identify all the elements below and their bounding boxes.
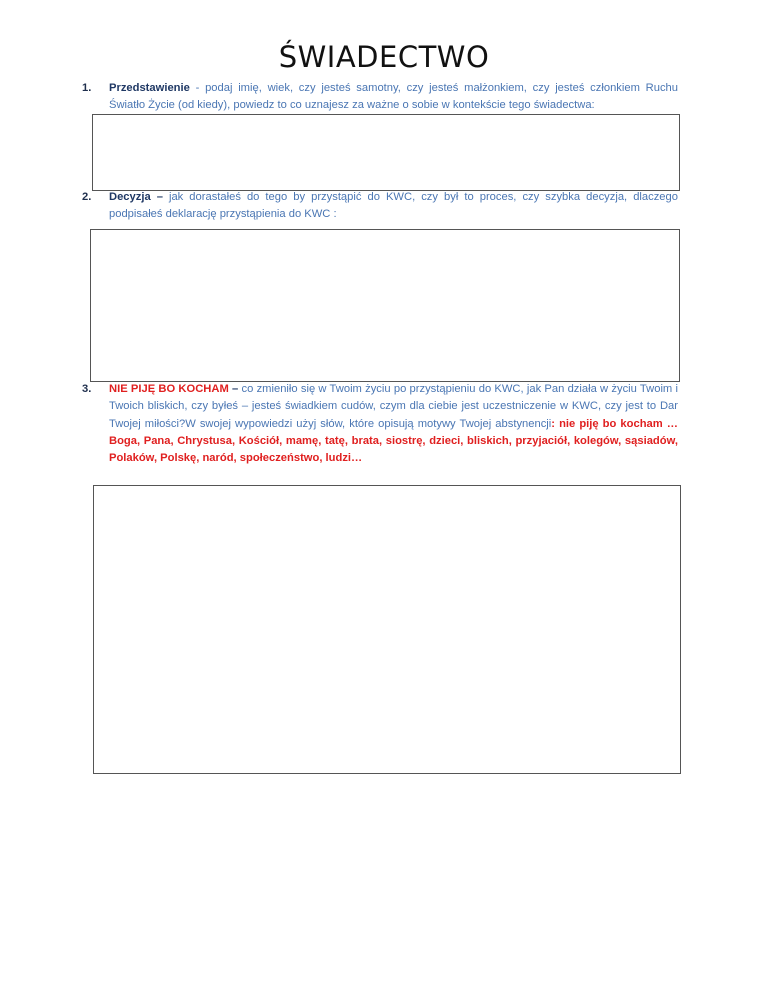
section-body: jak dorastałeś do tego by przystąpić do KWC, czy był to proces, czy szybka decyzja, dlaczego podpisałeś deklarację przystąpienia do KWC : [109, 191, 678, 221]
section-separator: - [189, 82, 206, 94]
document-title: ŚWIADECTWO [278, 40, 490, 74]
section-body: co zmieniło się w Twoim życiu po przystąpieniu do KWC, jak Pan działa w życiu Twoim i Twoich bliskich, czy byłeś – jesteś świadkiem cudów, czym dla ciebie jest uczestniczenie w KWC, czy jest to Dar Twojej miłości?W swojej wypowiedzi użyj słów, które opisują motywy Twojej abstynencji [109, 383, 678, 430]
section-number: 1. [82, 82, 92, 94]
section-colon: : [551, 417, 560, 430]
section-text [109, 189, 678, 224]
section-separator: – [228, 383, 242, 395]
section-body: podaj imię, wiek, czy jesteś samotny, czy jesteś małżonkiem, czy jesteś członkiem Ruchu Światło Życie (od kiedy), powiedz to co uznajesz za ważne o sobie w kontekście tego świadectwa: [109, 82, 678, 112]
section-heading: Decyzja [109, 191, 151, 203]
answer-box-introduction[interactable] [92, 114, 680, 191]
section-separator: – [150, 191, 169, 203]
section-emphasis: nie piję bo kocham …Boga, Pana, Chrystusa, Kościół, mamę, tatę, brata, siostrę, dzieci, bliskich, przyjaciół, kolegów, sąsiadów, Polaków, Polskę, naród, społeczeństwo, ludzi… [109, 417, 678, 465]
section-number: 2. [82, 191, 92, 203]
section-text [109, 381, 678, 467]
section-heading: Przedstawienie [109, 82, 190, 94]
section-heading: NIE PIJĘ BO KOCHAM [109, 383, 229, 395]
answer-box-not-drinking[interactable] [93, 485, 681, 774]
section-number: 3. [82, 383, 92, 395]
section-text [109, 80, 678, 115]
section-not-drinking [82, 381, 678, 467]
section-decision [82, 189, 678, 224]
answer-box-decision[interactable] [90, 229, 680, 382]
section-introduction [82, 80, 678, 115]
